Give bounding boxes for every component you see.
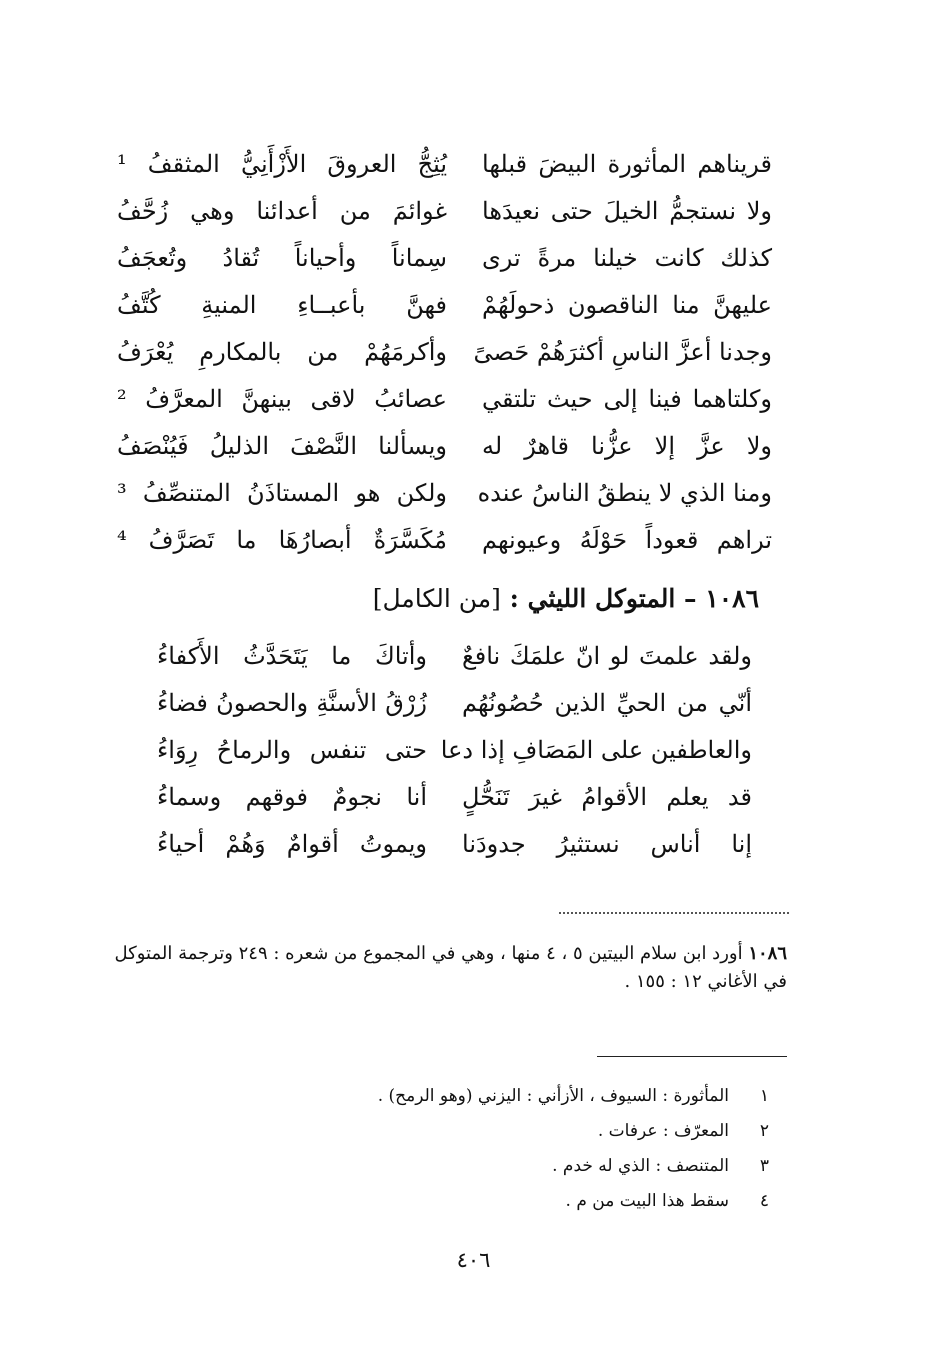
second-hemistich: وأكرمَهُمْ من بالمكارمِ يُعْرَفُ [117,337,447,366]
footnote-text: المأثورة : السيوف ، الأزأني : اليزني (وهو الرمح) . [377,1085,729,1106]
footnote [269,1113,769,1148]
poem-block-2 [157,632,752,867]
verse-line [117,422,772,469]
footnote [269,1078,769,1113]
second-hemistich: أنا نجومٌ فوقهم وسماءُ [157,782,427,811]
dotted-divider [559,912,789,914]
verse-line [117,234,772,281]
second-hemistich: فهنَّ بأعبــاءِ المنيةِ كُتَّفُ [117,290,447,319]
poem-block-1 [117,140,772,563]
second-hemistich: عصائبُ لاقى بينهنَّ المعرَّفُ ² [117,384,447,413]
verse-line [157,632,752,679]
verse-line [117,328,772,375]
footnote-text: المتنصف : الذي له خدم . [552,1155,729,1176]
first-hemistich: تراهم قعوداً حَوْلَهُ وعيونهم [482,525,772,554]
first-hemistich: أنّي من الحيِّ الذين حُصُونُهُم [462,688,752,717]
first-hemistich: وكلتاهما فينا إلى حيث تلتقي [482,384,772,413]
first-hemistich: ولقد علمتَ لو انّ علمَكَ نافعٌ [462,641,752,670]
verse-line [117,516,772,563]
first-hemistich: ولا نستجمُّ الخيلَ حتى نعيدَها [482,196,772,225]
poem-number: ١٠٨٦ [705,584,759,613]
footnote [269,1183,769,1218]
page-number: ٤٠٦ [456,1248,491,1272]
second-hemistich: مُكَسَّرَةٌ أبصارُهَا ما تَصَرَّفُ ⁴ [117,525,447,554]
source-note-text: أورد ابن سلام البيتين ٥ ، ٤ منها ، وهي في المجموع من شعره : ٢٤٩ وترجمة المتوكل في الأغاني ١٢ : ١٥٥ . [114,943,787,992]
first-hemistich: كذلك كانت خيلنا مرةً ترى [482,243,772,272]
second-hemistich: وأتاكَ ما يَتَحَدَّثُ الأَكفاءُ [157,641,427,670]
verse-line [117,375,772,422]
first-hemistich: والعاطفين على المَصَافِ إذا دعا [440,735,752,764]
footnote-number: ٣ [759,1155,769,1176]
first-hemistich: قريناهم المأثورة البيضَ قبلها [482,149,772,178]
footnote-number: ٢ [759,1120,769,1141]
footnote [269,1148,769,1183]
footnote-number: ١ [759,1085,769,1106]
second-hemistich: ولكن هو المستاذَنُ المتنصِّفُ ³ [117,478,447,507]
first-hemistich: ومنا الذي لا ينطقُ الناسُ عنده [477,478,772,507]
verse-line [157,820,752,867]
source-note [112,940,787,996]
footnotes [269,1078,769,1218]
poem-meter: [من الكامل] [372,584,501,613]
verse-line [157,773,752,820]
footnote-divider [597,1056,787,1057]
verse-line [157,726,752,773]
poem-heading [373,584,759,613]
verse-line [117,469,772,516]
verse-line [117,281,772,328]
poet-name: – المتوكل الليثي : [509,584,697,613]
second-hemistich: حتى تنفس والرماحُ رِوَاءُ [157,735,427,764]
second-hemistich: يُثِجُّ العروقَ الأَزْأَنِيُّ المثقفُ ¹ [117,149,447,178]
second-hemistich: ويموتُ أقوامٌ وَهُمْ أحياءُ [157,829,427,858]
first-hemistich: عليهنَّ منا الناقصون ذحولَهُمْ [482,290,772,319]
source-note-number: ١٠٨٦ [748,943,787,964]
verse-line [117,140,772,187]
first-hemistich: ولا عزَّ إلا عزُّنا قاهرٌ له [482,431,772,460]
second-hemistich: سِماناً وأحياناً تُقادُ وتُعجَفُ [117,243,447,272]
second-hemistich: غوائمَ من أعدائنا وهي زُحَّفُ [117,196,447,225]
second-hemistich: ويسألنا النَّصْفَ الذليلُ فَيُنْصَفُ [117,431,447,460]
footnote-text: سقط هذا البيت من م . [565,1190,729,1211]
footnote-number: ٤ [759,1190,769,1211]
first-hemistich: قد يعلم الأقوامُ غيرَ تَنَحُّلٍ [462,782,752,811]
verse-line [117,187,772,234]
verse-line [157,679,752,726]
first-hemistich: إنا أناس نستثيرُ جدودَنا [462,829,752,858]
footnote-text: المعرّف : عرفات . [597,1120,729,1141]
first-hemistich: وجدنا أعزَّ الناسِ أكثرَهُمْ حَصىً [473,337,772,366]
second-hemistich: زُرْقُ الأسنَّةِ والحصونُ فضاءُ [157,688,427,717]
